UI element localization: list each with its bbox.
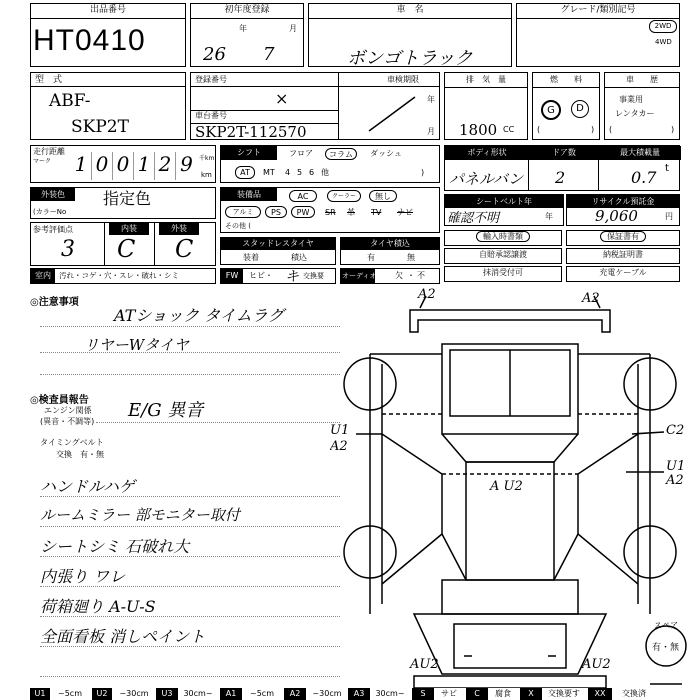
equip-ps: PS: [265, 206, 287, 218]
engine-label: エンジン関係: [44, 406, 92, 415]
belt-box: [444, 194, 564, 226]
registration-number-label: 登録番号: [195, 75, 227, 84]
fuel-paren-open: (: [537, 125, 541, 134]
max-load: 0.7: [631, 168, 657, 187]
equip-navi: ナビ: [397, 208, 413, 217]
color-code-label: (カラーNo: [33, 208, 67, 216]
shift-floor: フロア: [289, 149, 313, 158]
audio-dot: ・: [407, 271, 415, 280]
inspection-expiry-label: 車検期限: [387, 75, 419, 84]
exterior-label: 外装: [159, 223, 199, 235]
inspector-item-3: シートシミ 石破れ大: [40, 537, 190, 556]
type-prefix: ABF-: [49, 91, 91, 111]
lot-number-label: 出品番号: [31, 4, 185, 19]
shift-5: 5: [297, 168, 303, 177]
history-paren-open: (: [609, 125, 613, 134]
spare-value: 有・無: [652, 643, 680, 653]
mileage-label: 走行距離: [33, 147, 65, 156]
first-registration-year: 26: [203, 44, 226, 65]
first-registration-box: [190, 3, 304, 67]
mark-au2-rear-right: AU2: [582, 657, 611, 672]
mileage-unit-thousand: 千km: [199, 155, 215, 162]
history-paren-close: ): [671, 125, 675, 134]
inspector-item-4: 内張り ワレ: [40, 567, 126, 586]
mileage-digit: 9: [180, 152, 193, 176]
mark-a2-front-left: A2: [418, 287, 436, 302]
timing-belt-label: タイミングベルト: [40, 438, 104, 447]
history-rental: レンタカー: [615, 109, 655, 118]
doc-charge-cable: 充電ケーブル: [566, 266, 680, 282]
equip-sr: SR: [325, 208, 336, 217]
cc-unit: CC: [503, 125, 515, 134]
legend-u1-val: ~5cm: [58, 689, 82, 698]
doc-warranty: [566, 230, 680, 246]
lot-number-box: [30, 3, 186, 67]
engine-note: E/G 異音: [128, 400, 204, 421]
fuel-box: [532, 72, 600, 140]
belt-label: シートベルト年: [445, 195, 563, 208]
legend-a1-val: ~5cm: [250, 689, 274, 698]
doc-import-label: 輸入時書類: [476, 231, 530, 242]
inspector-item-6: 全面看板 消しペイント: [40, 627, 206, 646]
interior-status-label: 室内: [31, 269, 55, 283]
equip-tv: TV: [371, 208, 382, 217]
equip-ac: AC: [289, 190, 317, 202]
inspection-strike-mark: [339, 87, 439, 139]
model-name: ボンゴトラック: [347, 48, 473, 69]
color-box: [30, 187, 216, 219]
legend-u2-val: ~30cm: [119, 689, 149, 698]
tire-load-yes: 有: [367, 253, 375, 262]
mileage-digits: [71, 152, 197, 182]
mileage-digit: 2: [155, 152, 176, 180]
legend-xx-val: 交換済: [622, 689, 646, 698]
mark-a2-front-right: A2: [582, 291, 600, 306]
fuel-label: 燃 料: [533, 73, 599, 88]
body-box: [444, 145, 680, 191]
legend-a2-val: ~30cm: [312, 689, 342, 698]
history-box: [604, 72, 680, 140]
type-code: SKP2T: [71, 117, 129, 137]
fw-box: [220, 268, 336, 284]
engine-sub: (異音・不調等): [40, 417, 95, 426]
belt-year-unit: 年: [545, 212, 553, 221]
grade-label: グレード/類別記号: [517, 4, 679, 19]
note-line-2: リヤーWタイヤ: [84, 336, 189, 354]
timing-belt-sub: 交換 有・無: [56, 450, 104, 459]
notes-title: ◎注意事項: [30, 297, 79, 308]
legend-a2-key: A2: [284, 688, 306, 700]
studless-loaded: 積込: [291, 253, 307, 262]
fw-label: FW: [221, 269, 243, 283]
shift-mt: MT: [263, 168, 275, 177]
legend-c-val: 腐食: [495, 689, 511, 698]
mileage-mark-label: マーク: [33, 158, 52, 165]
interior-status-box: [30, 268, 216, 284]
mark-au2-roof: A U2: [490, 479, 523, 494]
registration-box: [190, 72, 440, 140]
drive-4wd: 4WD: [655, 38, 672, 46]
legend-u2-key: U2: [92, 688, 112, 700]
fw-mark: キ: [285, 269, 299, 285]
ref-grade-label: 参考評価点: [33, 225, 73, 234]
fuel-gasoline: G: [541, 100, 561, 120]
max-load-unit: t: [665, 163, 669, 174]
shift-4: 4: [285, 168, 291, 177]
mark-c2-right: C2: [666, 423, 685, 438]
tire-load-box: [340, 237, 440, 265]
legend-a3-key: A3: [348, 688, 370, 700]
lot-number: HT0410: [33, 24, 146, 57]
doc-insurance: 自賠承認譲渡: [444, 248, 562, 264]
fuel-paren-close: ): [591, 125, 595, 134]
doc-import: [444, 230, 562, 246]
mileage-digit: 1: [134, 152, 155, 180]
mileage-digit: 0: [113, 152, 134, 180]
studless-box: [220, 237, 336, 265]
first-registration-month: 7: [263, 44, 275, 65]
audio-broken: 不: [417, 271, 425, 280]
fw-replace: 交換要: [303, 272, 324, 280]
recycle-box: [566, 194, 680, 226]
interior-label: 内装: [109, 223, 149, 235]
shift-at: AT: [235, 166, 255, 179]
recycle-label: リサイクル預託金: [567, 195, 679, 208]
legend-c-key: C: [466, 688, 488, 700]
equipment-label: 装備品: [221, 188, 277, 201]
month-unit: 月: [289, 24, 297, 33]
inspector-item-2: ルームミラー 部モニター取付: [40, 506, 240, 524]
year-unit: 年: [239, 24, 247, 33]
doc-cancel: 抹消受付可: [444, 266, 562, 282]
body-shape: パネルバン: [449, 170, 523, 188]
displacement-box: [444, 72, 528, 140]
shift-other: 他: [321, 168, 329, 177]
mark-u1-left: U1: [330, 423, 350, 438]
model-name-box: [308, 3, 512, 67]
chassis-number: SKP2T-112570: [195, 123, 307, 141]
ref-score: 3: [61, 237, 75, 262]
tire-load-no: 無: [407, 253, 415, 262]
legend-s-val: サビ: [441, 689, 457, 698]
vehicle-diagram: [330, 284, 700, 688]
legend-u3-key: U3: [156, 688, 178, 700]
interior-status-text: 汚れ・コゲ・穴・スレ・破れ・シミ: [59, 271, 179, 280]
equip-other: その他 (: [225, 222, 251, 230]
mileage-box: [30, 145, 216, 183]
equip-alloy: アルミ: [225, 206, 261, 218]
equipment-box: [220, 187, 440, 233]
color-label: 外装色: [31, 188, 75, 201]
audio-box: [340, 268, 440, 284]
legend-s-key: S: [412, 688, 434, 700]
note-line-1: ATショック タイムラグ: [114, 306, 284, 325]
inspector-title: ◎検査員報告: [30, 395, 89, 406]
mark-u1-right: U1: [666, 459, 686, 474]
audio-label: オーディオ: [341, 269, 375, 283]
studless-label: スタッドレスタイヤ: [221, 238, 335, 250]
mileage-digit: 0: [92, 152, 113, 180]
grade-box: [516, 3, 680, 67]
inspector-item-1: ハンドルハゲ: [40, 477, 135, 496]
spare-label: スペア: [654, 621, 678, 630]
type-box: [30, 72, 186, 140]
body-shape-label: ボディ形状: [445, 146, 529, 160]
doc-warranty-label: 保証書有: [600, 231, 646, 242]
color-value: 指定色: [103, 189, 152, 208]
inspector-item-5: 荷箱廻り A-U-S: [40, 597, 156, 616]
registration-number: ×: [275, 89, 289, 108]
door-count: 2: [555, 168, 566, 187]
mark-au2-rear-left: AU2: [410, 657, 439, 672]
belt-value: 確認不明: [447, 211, 500, 226]
equip-leather: 革: [347, 208, 355, 217]
exterior-grade: C: [175, 235, 194, 263]
history-label: 車 歴: [605, 73, 679, 88]
equip-none: 無し: [369, 190, 397, 202]
displacement-label: 排 気 量: [445, 73, 527, 88]
fuel-diesel: D: [571, 100, 589, 118]
tire-load-label: タイヤ積込: [341, 238, 439, 250]
legend-xx-key: XX: [588, 688, 612, 700]
history-business: 事業用: [619, 95, 643, 104]
max-load-label: 最大積載量: [599, 146, 681, 160]
doc-tax: 納税証明書: [566, 248, 680, 264]
shift-label: シフト: [221, 146, 277, 160]
type-label: 型 式: [35, 75, 63, 85]
mark-a2-left: A2: [330, 439, 348, 454]
inspection-year-unit: 年: [427, 95, 435, 104]
fw-text: ヒビ・: [249, 271, 273, 280]
legend-x-val: 交換要す: [548, 689, 580, 698]
interior-grade: C: [117, 235, 136, 263]
legend-u3-val: 30cm~: [183, 689, 213, 698]
chassis-number-label: 車台番号: [195, 111, 227, 120]
shift-6: 6: [309, 168, 315, 177]
recycle-unit: 円: [665, 212, 673, 221]
equip-cooler: クーラー: [327, 190, 361, 202]
shift-dash: ダッシュ: [370, 149, 402, 158]
first-registration-label: 初年度登録: [191, 4, 303, 19]
legend-a3-val: 30cm~: [375, 689, 405, 698]
legend-u1-key: U1: [30, 688, 50, 700]
drive-2wd: 2WD: [649, 20, 677, 33]
equip-pw: PW: [291, 206, 315, 218]
studless-fitted: 装着: [243, 253, 259, 262]
mileage-digit: 1: [71, 152, 92, 180]
shift-paren-close: ): [421, 168, 425, 177]
shift-box: [220, 145, 440, 183]
legend-x-key: X: [520, 688, 542, 700]
grade-score-box: [30, 222, 216, 266]
audio-missing: 欠: [395, 271, 403, 280]
mileage-unit-km: km: [201, 171, 212, 179]
mark-a2-right: A2: [666, 473, 684, 488]
model-name-label: 車 名: [309, 4, 511, 19]
recycle-value: 9,060: [595, 207, 638, 225]
shift-column: コラム: [325, 148, 357, 160]
legend-a1-key: A1: [220, 688, 242, 700]
door-count-label: ドア数: [529, 146, 599, 160]
displacement-value: 1800: [459, 121, 498, 139]
inspection-month-unit: 月: [427, 127, 435, 136]
